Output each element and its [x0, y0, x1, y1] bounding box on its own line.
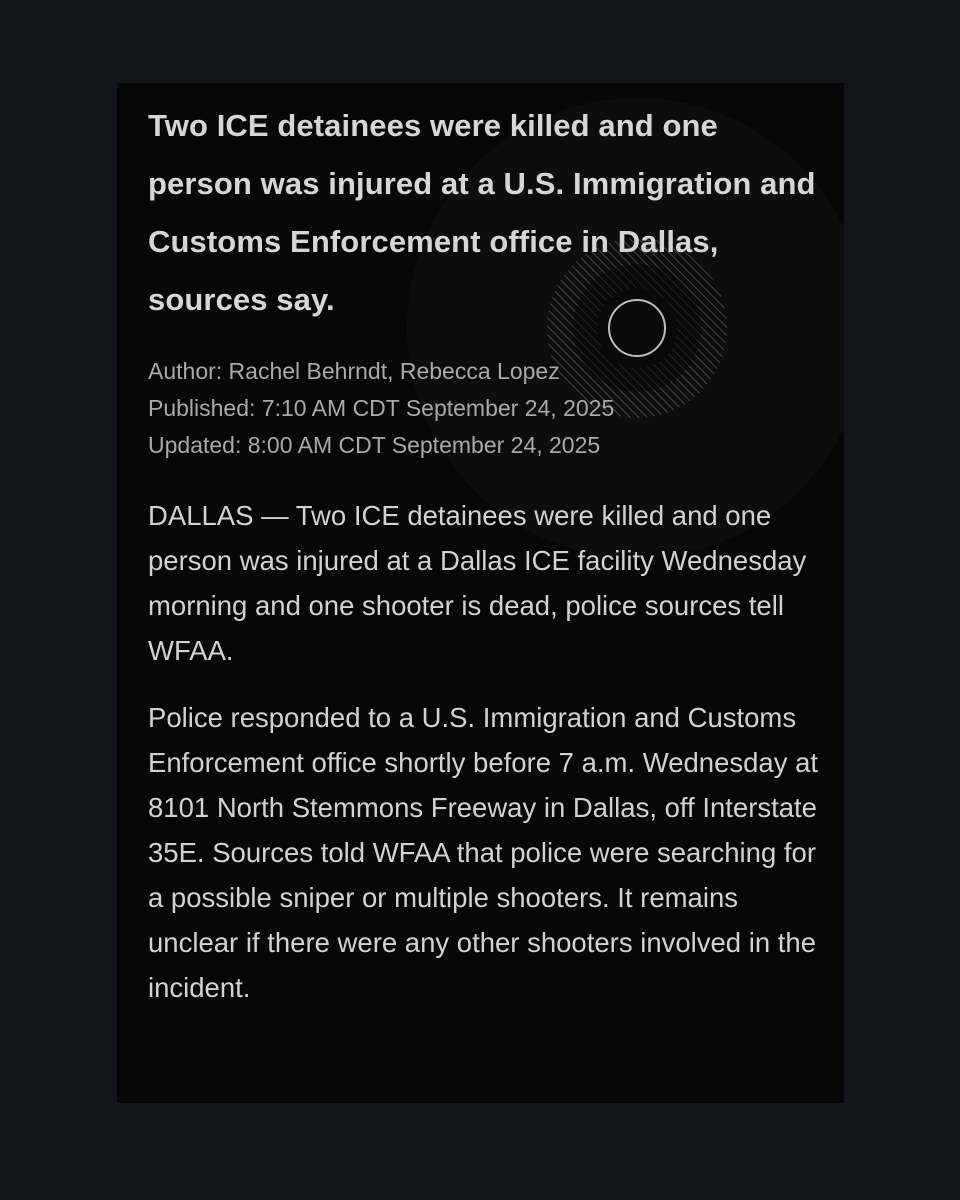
- article-meta: [148, 353, 828, 464]
- article-headline: Two ICE detainees were killed and one person was injured at a U.S. Immigration and Customs Enforcement office in Dallas, sources say.: [148, 108, 816, 317]
- author-line: Author: Rachel Behrndt, Rebecca Lopez: [148, 358, 560, 384]
- published-line: Published: 7:10 AM CDT September 24, 2025: [148, 395, 615, 421]
- article-paragraph: DALLAS — Two ICE detainees were killed and one person was injured at a Dallas ICE facility Wednesday morning and one shooter is dead, police sources tell WFAA.: [148, 500, 807, 666]
- updated-line: Updated: 8:00 AM CDT September 24, 2025: [148, 432, 601, 458]
- article-paragraph: Police responded to a U.S. Immigration and Customs Enforcement office shortly before 7 a.m. Wednesday at 8101 North Stemmons Freeway in Dallas, off Interstate 35E. Sources told WFAA that police were searching for a possible sniper or multiple shooters. It remains unclear if there were any other shooters involved in the incident.: [148, 702, 819, 1003]
- article-card: [117, 83, 844, 1103]
- article-content: [148, 97, 828, 1010]
